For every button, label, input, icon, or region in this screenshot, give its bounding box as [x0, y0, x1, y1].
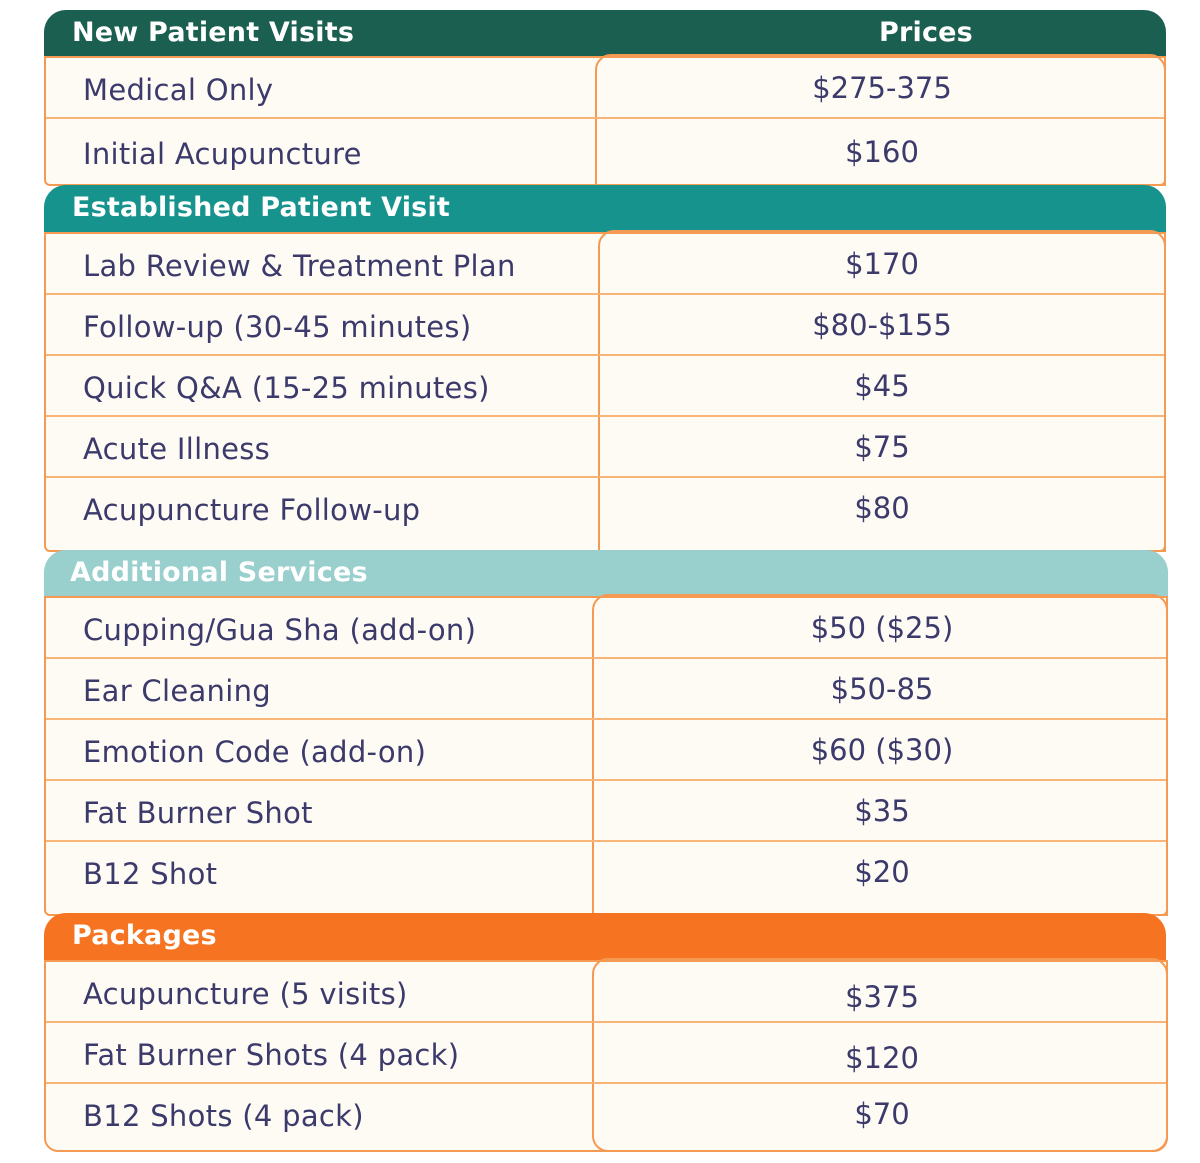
service-price: $80-$155 [812, 308, 952, 342]
table-row [46, 58, 1164, 119]
service-name: B12 Shot [83, 857, 218, 891]
service-name: Medical Only [83, 73, 274, 107]
section-additional-services [44, 550, 1166, 916]
table-row [46, 234, 1164, 295]
service-price: $45 [854, 369, 910, 403]
table-row [46, 122, 1164, 183]
service-price: $160 [845, 135, 919, 169]
table-row [46, 478, 1164, 539]
section-body [44, 596, 1168, 916]
table-row [46, 417, 1164, 478]
table-row [46, 1023, 1166, 1084]
service-price: $275-375 [812, 71, 952, 105]
service-name: Follow-up (30-45 minutes) [83, 310, 472, 344]
service-price: $70 [854, 1097, 910, 1131]
service-name: Acupuncture Follow-up [83, 493, 421, 527]
service-name: Fat Burner Shot [83, 796, 313, 830]
service-name: Quick Q&A (15-25 minutes) [83, 371, 490, 405]
section-title: Additional Services [70, 557, 368, 588]
section-header [44, 10, 1166, 62]
table-row [46, 720, 1166, 781]
service-price: $170 [845, 247, 919, 281]
section-title: New Patient Visits [72, 17, 355, 48]
service-price: $75 [854, 430, 910, 464]
service-price: $60 ($30) [810, 733, 954, 767]
table-row [46, 962, 1166, 1023]
service-name: Emotion Code (add-on) [83, 735, 427, 769]
section-packages [44, 913, 1166, 1153]
table-row [46, 356, 1164, 417]
table-row [46, 295, 1164, 356]
service-price: $35 [854, 794, 910, 828]
section-header [44, 550, 1168, 602]
service-name: Acupuncture (5 visits) [83, 977, 408, 1011]
section-header [44, 913, 1166, 965]
service-price: $50-85 [830, 672, 934, 706]
service-price: $80 [854, 491, 910, 525]
prices-column-header: Prices [879, 17, 973, 48]
service-price: $120 [845, 1041, 919, 1075]
service-name: Ear Cleaning [83, 674, 271, 708]
service-name: Acute Illness [83, 432, 271, 466]
section-body [44, 56, 1166, 186]
section-established-patient-visit [44, 185, 1166, 552]
table-row [46, 781, 1166, 842]
service-price: $50 ($25) [810, 611, 954, 645]
section-title: Established Patient Visit [72, 192, 451, 223]
section-title: Packages [72, 920, 217, 951]
section-header [44, 185, 1166, 237]
table-row [46, 598, 1166, 659]
table-row [46, 842, 1166, 903]
service-name: Fat Burner Shots (4 pack) [83, 1038, 460, 1072]
table-row [46, 1084, 1166, 1145]
table-row [46, 659, 1166, 720]
section-body [44, 960, 1168, 1152]
service-name: B12 Shots (4 pack) [83, 1099, 364, 1133]
service-price: $20 [854, 855, 910, 889]
service-name: Lab Review & Treatment Plan [83, 249, 516, 283]
service-name: Cupping/Gua Sha (add-on) [83, 613, 477, 647]
section-new-patient-visits [44, 10, 1166, 186]
section-body [44, 232, 1166, 552]
service-price: $375 [845, 980, 919, 1014]
service-name: Initial Acupuncture [83, 137, 362, 171]
